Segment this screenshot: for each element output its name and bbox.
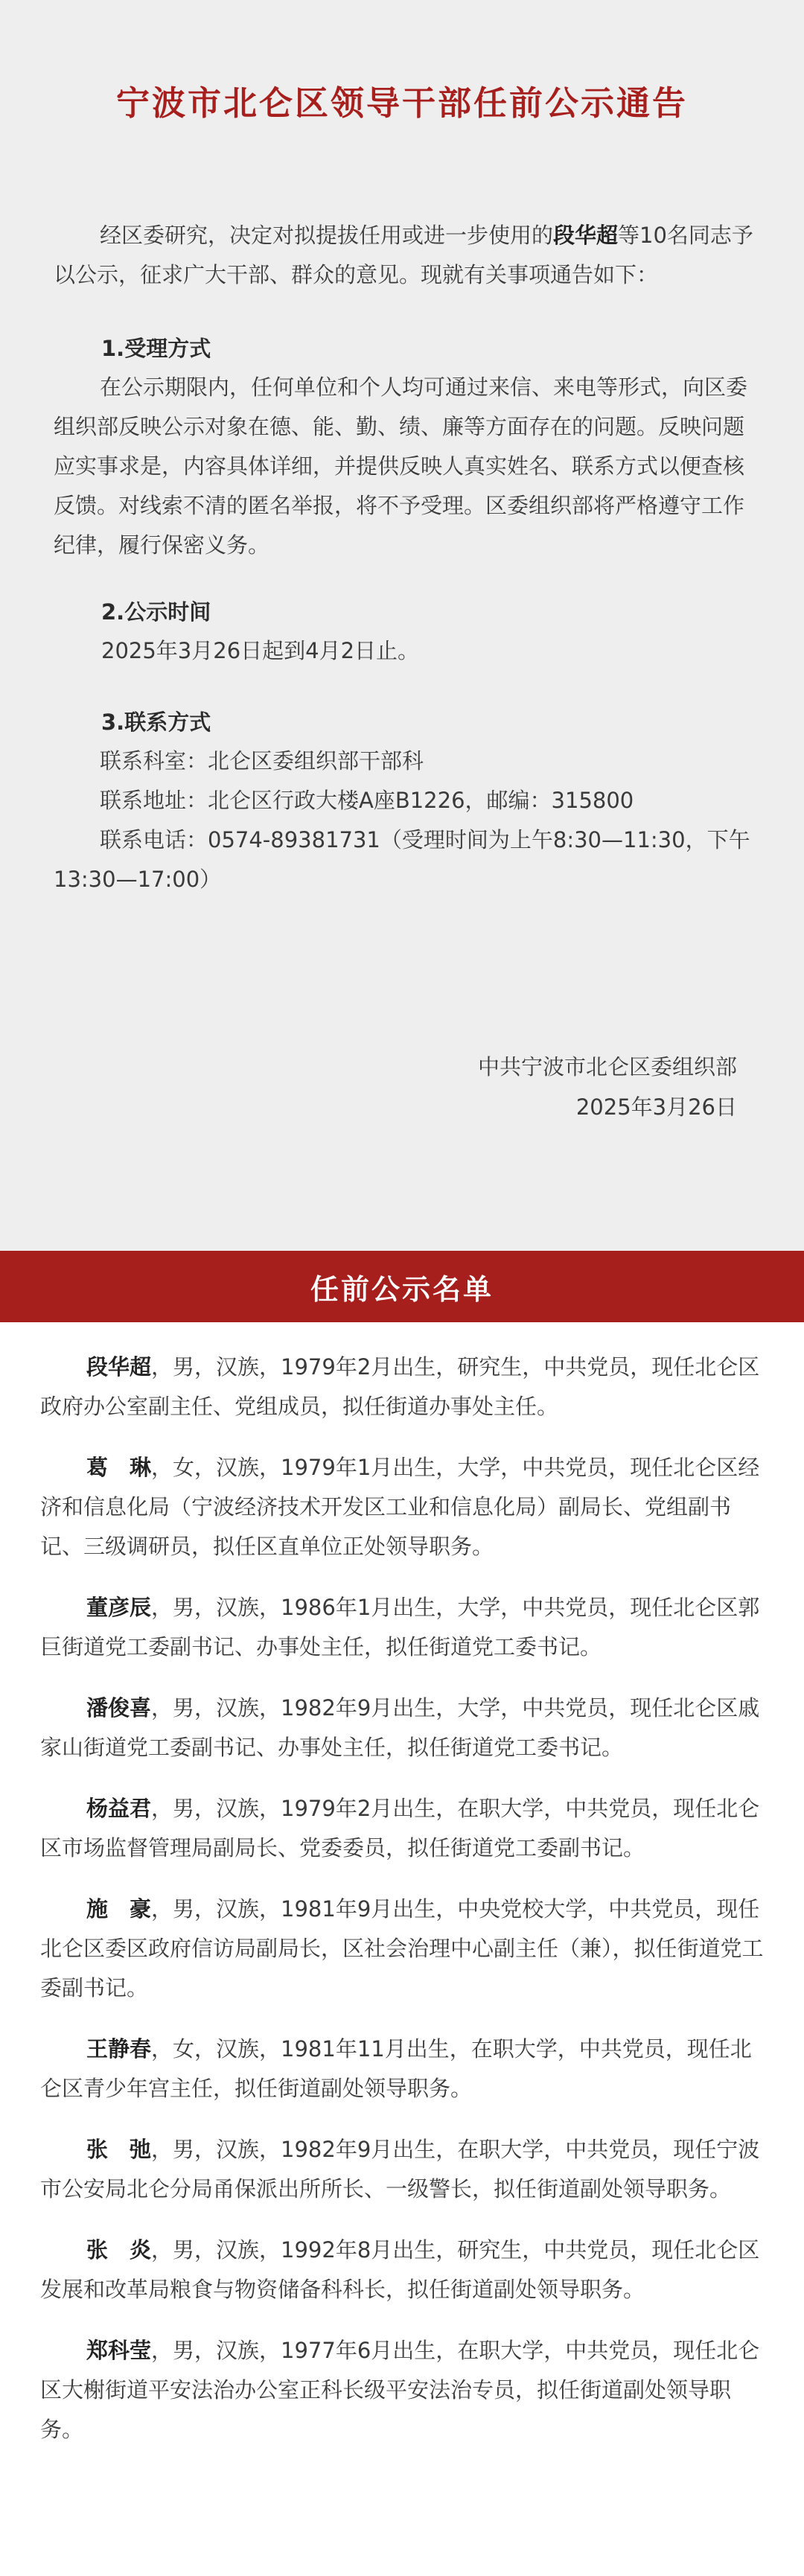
section-body-acceptance: 在公示期限内，任何单位和个人均可通过来信、来电等形式，向区委组织部反映公示对象在德、能、勤、绩、廉等方面存在的问题。反映问题应实事求是，内容具体详细，并提供反映人真实姓名、联系方式以便查核反馈。对线索不清的匿名举报，将不予受理。区委组织部将严格遵守工作纪律，履行保密义务。	[54, 374, 748, 558]
notice-title: 宁波市北仑区领导干部任前公示通告	[115, 83, 688, 123]
intro-text-before: 经区委研究，决定对拟提拔任用或进一步使用的	[100, 223, 554, 248]
candidate-details: ，男，汉族，1979年2月出生，研究生，中共党员，现任北仑区政府办公室副主任、党组成员，拟任街道办事处主任。	[40, 1354, 760, 1419]
candidate-name: 郑科莹	[86, 2338, 152, 2363]
candidate-name: 施 豪	[86, 1896, 152, 1922]
candidate-name: 葛 琳	[86, 1455, 152, 1480]
candidate-details: ，男，汉族，1979年2月出生，在职大学，中共党员，现任北仑区市场监督管理局副局长、党委委员，拟任街道党工委副书记。	[40, 1796, 760, 1861]
candidate-details: ，男，汉族，1981年9月出生，中央党校大学，中共党员，现任北仑区委区政府信访局副局长，区社会治理中心副主任（兼），拟任街道党工委副书记。	[40, 1896, 764, 2000]
section-heading-contact: 3.联系方式	[101, 710, 211, 735]
notice-intro	[54, 216, 753, 295]
candidate-name: 杨益君	[86, 1796, 152, 1821]
candidate-details: ，男，汉族，1982年9月出生，大学，中共党员，现任北仑区戚家山街道党工委副书记、办事处主任，拟任街道党工委书记。	[40, 1695, 760, 1760]
candidate-details: ，男，汉族，1986年1月出生，大学，中共党员，现任北仑区郭巨街道党工委副书记、办事处主任，拟任街道党工委书记。	[40, 1595, 760, 1660]
notice-section	[0, 0, 804, 1251]
candidate-name: 董彦辰	[86, 1595, 152, 1620]
signature-organization: 中共宁波市北仑区委组织部	[477, 1054, 737, 1080]
list-item	[40, 1789, 764, 1868]
list-item	[40, 2331, 764, 2449]
list-item	[40, 1689, 764, 1767]
candidate-details: ，男，汉族，1992年8月出生，研究生，中共党员，现任北仑区发展和改革局粮食与物资储备科科长，拟任街道副处领导职务。	[40, 2237, 760, 2302]
list-title: 任前公示名单	[310, 1272, 494, 1306]
contact-phone: 联系电话：0574-89381731（受理时间为上午8:30—11:30，下午13:30—17:00）	[54, 827, 750, 892]
candidate-details: ，女，汉族，1979年1月出生，大学，中共党员，现任北仑区经济和信息化局（宁波经济技术开发区工业和信息化局）副局长、党组副书记、三级调研员，拟任区直单位正处领导职务。	[40, 1455, 760, 1559]
candidate-details: ，男，汉族，1982年9月出生，在职大学，中共党员，现任宁波市公安局北仑分局甬保派出所所长、一级警长，拟任街道副处领导职务。	[40, 2137, 760, 2202]
section-heading-period: 2.公示时间	[101, 599, 211, 625]
candidate-list	[0, 1322, 804, 2449]
section-body-period: 2025年3月26日起到4月2日止。	[101, 638, 420, 663]
candidate-details: ，女，汉族，1981年11月出生，在职大学，中共党员，现任北仑区青少年宫主任，拟任街道副处领导职务。	[40, 2036, 752, 2101]
section-heading-acceptance: 1.受理方式	[101, 336, 211, 361]
intro-highlight-name: 段华超	[553, 223, 619, 248]
list-item	[40, 1348, 764, 1426]
signature-date: 2025年3月26日	[575, 1094, 737, 1120]
contact-address: 联系地址：北仑区行政大楼A座B1226，邮编：315800	[100, 788, 634, 813]
list-item	[40, 2231, 764, 2309]
candidate-details: ，男，汉族，1977年6月出生，在职大学，中共党员，现任北仑区大榭街道平安法治办公室正科长级平安法治专员，拟任街道副处领导职务。	[40, 2338, 760, 2442]
candidate-name: 段华超	[86, 1354, 152, 1380]
list-item	[40, 1890, 764, 2008]
candidate-name: 王静春	[86, 2036, 152, 2062]
contact-department: 联系科室：北仑区委组织部干部科	[100, 748, 424, 774]
list-item	[40, 2030, 764, 2108]
candidate-name: 潘俊喜	[86, 1695, 152, 1721]
list-item	[40, 1588, 764, 1667]
list-item	[40, 2130, 764, 2209]
candidate-name: 张 炎	[86, 2237, 152, 2263]
intro-text-after: 等10名同志予以公示，征求广大干部、群众的意见。现就有关事项通告如下：	[54, 223, 753, 287]
candidate-name: 张 弛	[86, 2137, 152, 2162]
list-item	[40, 1448, 764, 1566]
contact-info	[54, 742, 753, 899]
list-banner	[0, 1251, 804, 1322]
